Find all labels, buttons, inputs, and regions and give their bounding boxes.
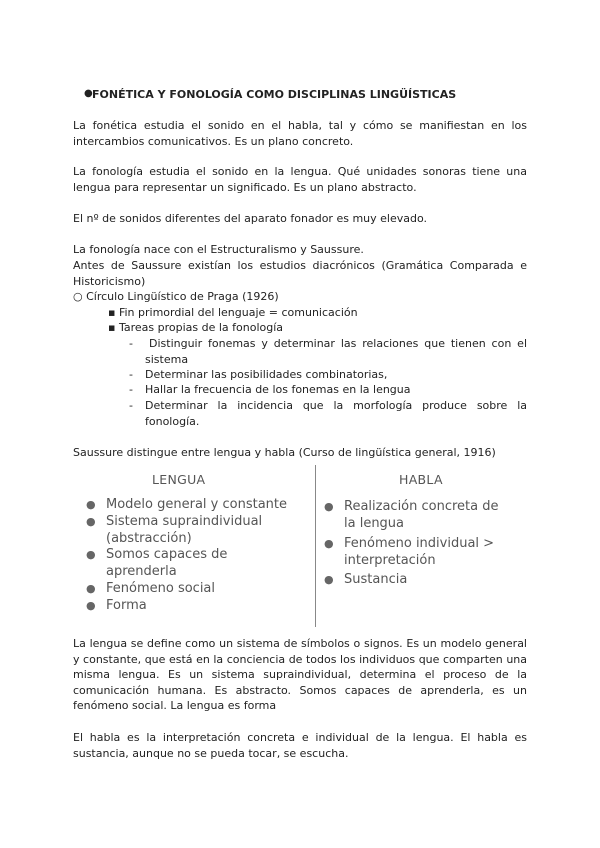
bullet-icon: ● bbox=[324, 537, 334, 550]
paragraph-diacronicos: Antes de Saussure existían los estudios diacrónicos (Gramática Comparada e Historicismo) bbox=[73, 259, 527, 288]
bullet-icon: ● bbox=[86, 599, 96, 612]
paragraph-fonologia: La fonología estudia el sonido en la lengua. Qué unidades sonoras tiene una lengua para representar un significado. Es un plano abstracto. bbox=[73, 165, 527, 194]
lengua-item: ● Sistema supraindividual (abstracción) bbox=[86, 514, 263, 546]
paragraph-habla: El habla es la interpretación concreta e individual de la lengua. El habla es sustancia, aunque no se pueda tocar, se escucha. bbox=[73, 731, 527, 760]
lengua-item: ● Somos capaces de aprenderla bbox=[86, 547, 228, 579]
dash-marker: - bbox=[129, 337, 133, 350]
dash-marker: - bbox=[129, 399, 133, 412]
paragraph-sonidos: El nº de sonidos diferentes del aparato fonador es muy elevado. bbox=[73, 212, 427, 225]
list-item-combinatorias: Determinar las posibilidades combinatorias, bbox=[145, 368, 388, 381]
section-heading bbox=[84, 88, 457, 101]
list-item-fin: ▪ Fin primordial del lenguaje = comunicación bbox=[108, 306, 358, 319]
dash-marker: - bbox=[129, 368, 133, 381]
habla-item: ● Realización concreta de la lengua bbox=[324, 499, 499, 531]
paragraph-lengua: La lengua se define como un sistema de símbolos o signos. Es un modelo general y constante, que está en la conciencia de todos los individuos que comparten una misma lengua. Es un sistema supraindividual, determina el proceso de la comunicación humana. Es abstracto. Somos capaces de aprenderla, es un fenómeno social. La lengua es forma bbox=[73, 637, 527, 712]
lengua-item: ● Modelo general y constante bbox=[86, 497, 287, 512]
list-item-distinguir: Distinguir fonemas y determinar las relaciones que tienen con el sistema bbox=[145, 337, 527, 366]
bullet-icon: ● bbox=[86, 548, 96, 561]
list-item-circulo: ○ Círculo Lingüístico de Praga (1926) bbox=[73, 290, 279, 303]
bullet-icon: ● bbox=[324, 500, 334, 513]
habla-item: ● Sustancia bbox=[324, 572, 408, 587]
paragraph-origen: La fonología nace con el Estructuralismo y Saussure. bbox=[73, 243, 364, 256]
list-item-incidencia: Determinar la incidencia que la morfología produce sobre la fonología. bbox=[145, 399, 527, 428]
lengua-header: LENGUA bbox=[152, 472, 206, 487]
habla-item: ● Fenómeno individual > interpretación bbox=[324, 536, 495, 568]
heading-bullet: ● bbox=[84, 88, 93, 99]
paragraph-fonetica: La fonética estudia el sonido en el habla, tal y cómo se manifiestan en los intercambios comunicativos. Es un plano concreto. bbox=[73, 119, 527, 148]
heading-text: FONÉTICA Y FONOLOGÍA COMO DISCIPLINAS LINGÜÍSTICAS bbox=[92, 88, 457, 101]
table-divider bbox=[315, 465, 316, 627]
bullet-icon: ● bbox=[86, 582, 96, 595]
bullet-icon: ● bbox=[86, 498, 96, 511]
habla-header: HABLA bbox=[399, 472, 443, 487]
paragraph-saussure: Saussure distingue entre lengua y habla (Curso de lingüística general, 1916) bbox=[73, 446, 496, 459]
lengua-item: ● Fenómeno social bbox=[86, 581, 216, 596]
bullet-icon: ● bbox=[324, 573, 334, 586]
lengua-item: ● Forma bbox=[86, 598, 147, 613]
bullet-icon: ● bbox=[86, 515, 96, 528]
list-item-frecuencia: Hallar la frecuencia de los fonemas en la lengua bbox=[145, 383, 411, 396]
dash-marker: - bbox=[129, 383, 133, 396]
list-item-tareas: ▪ Tareas propias de la fonología bbox=[108, 321, 284, 334]
